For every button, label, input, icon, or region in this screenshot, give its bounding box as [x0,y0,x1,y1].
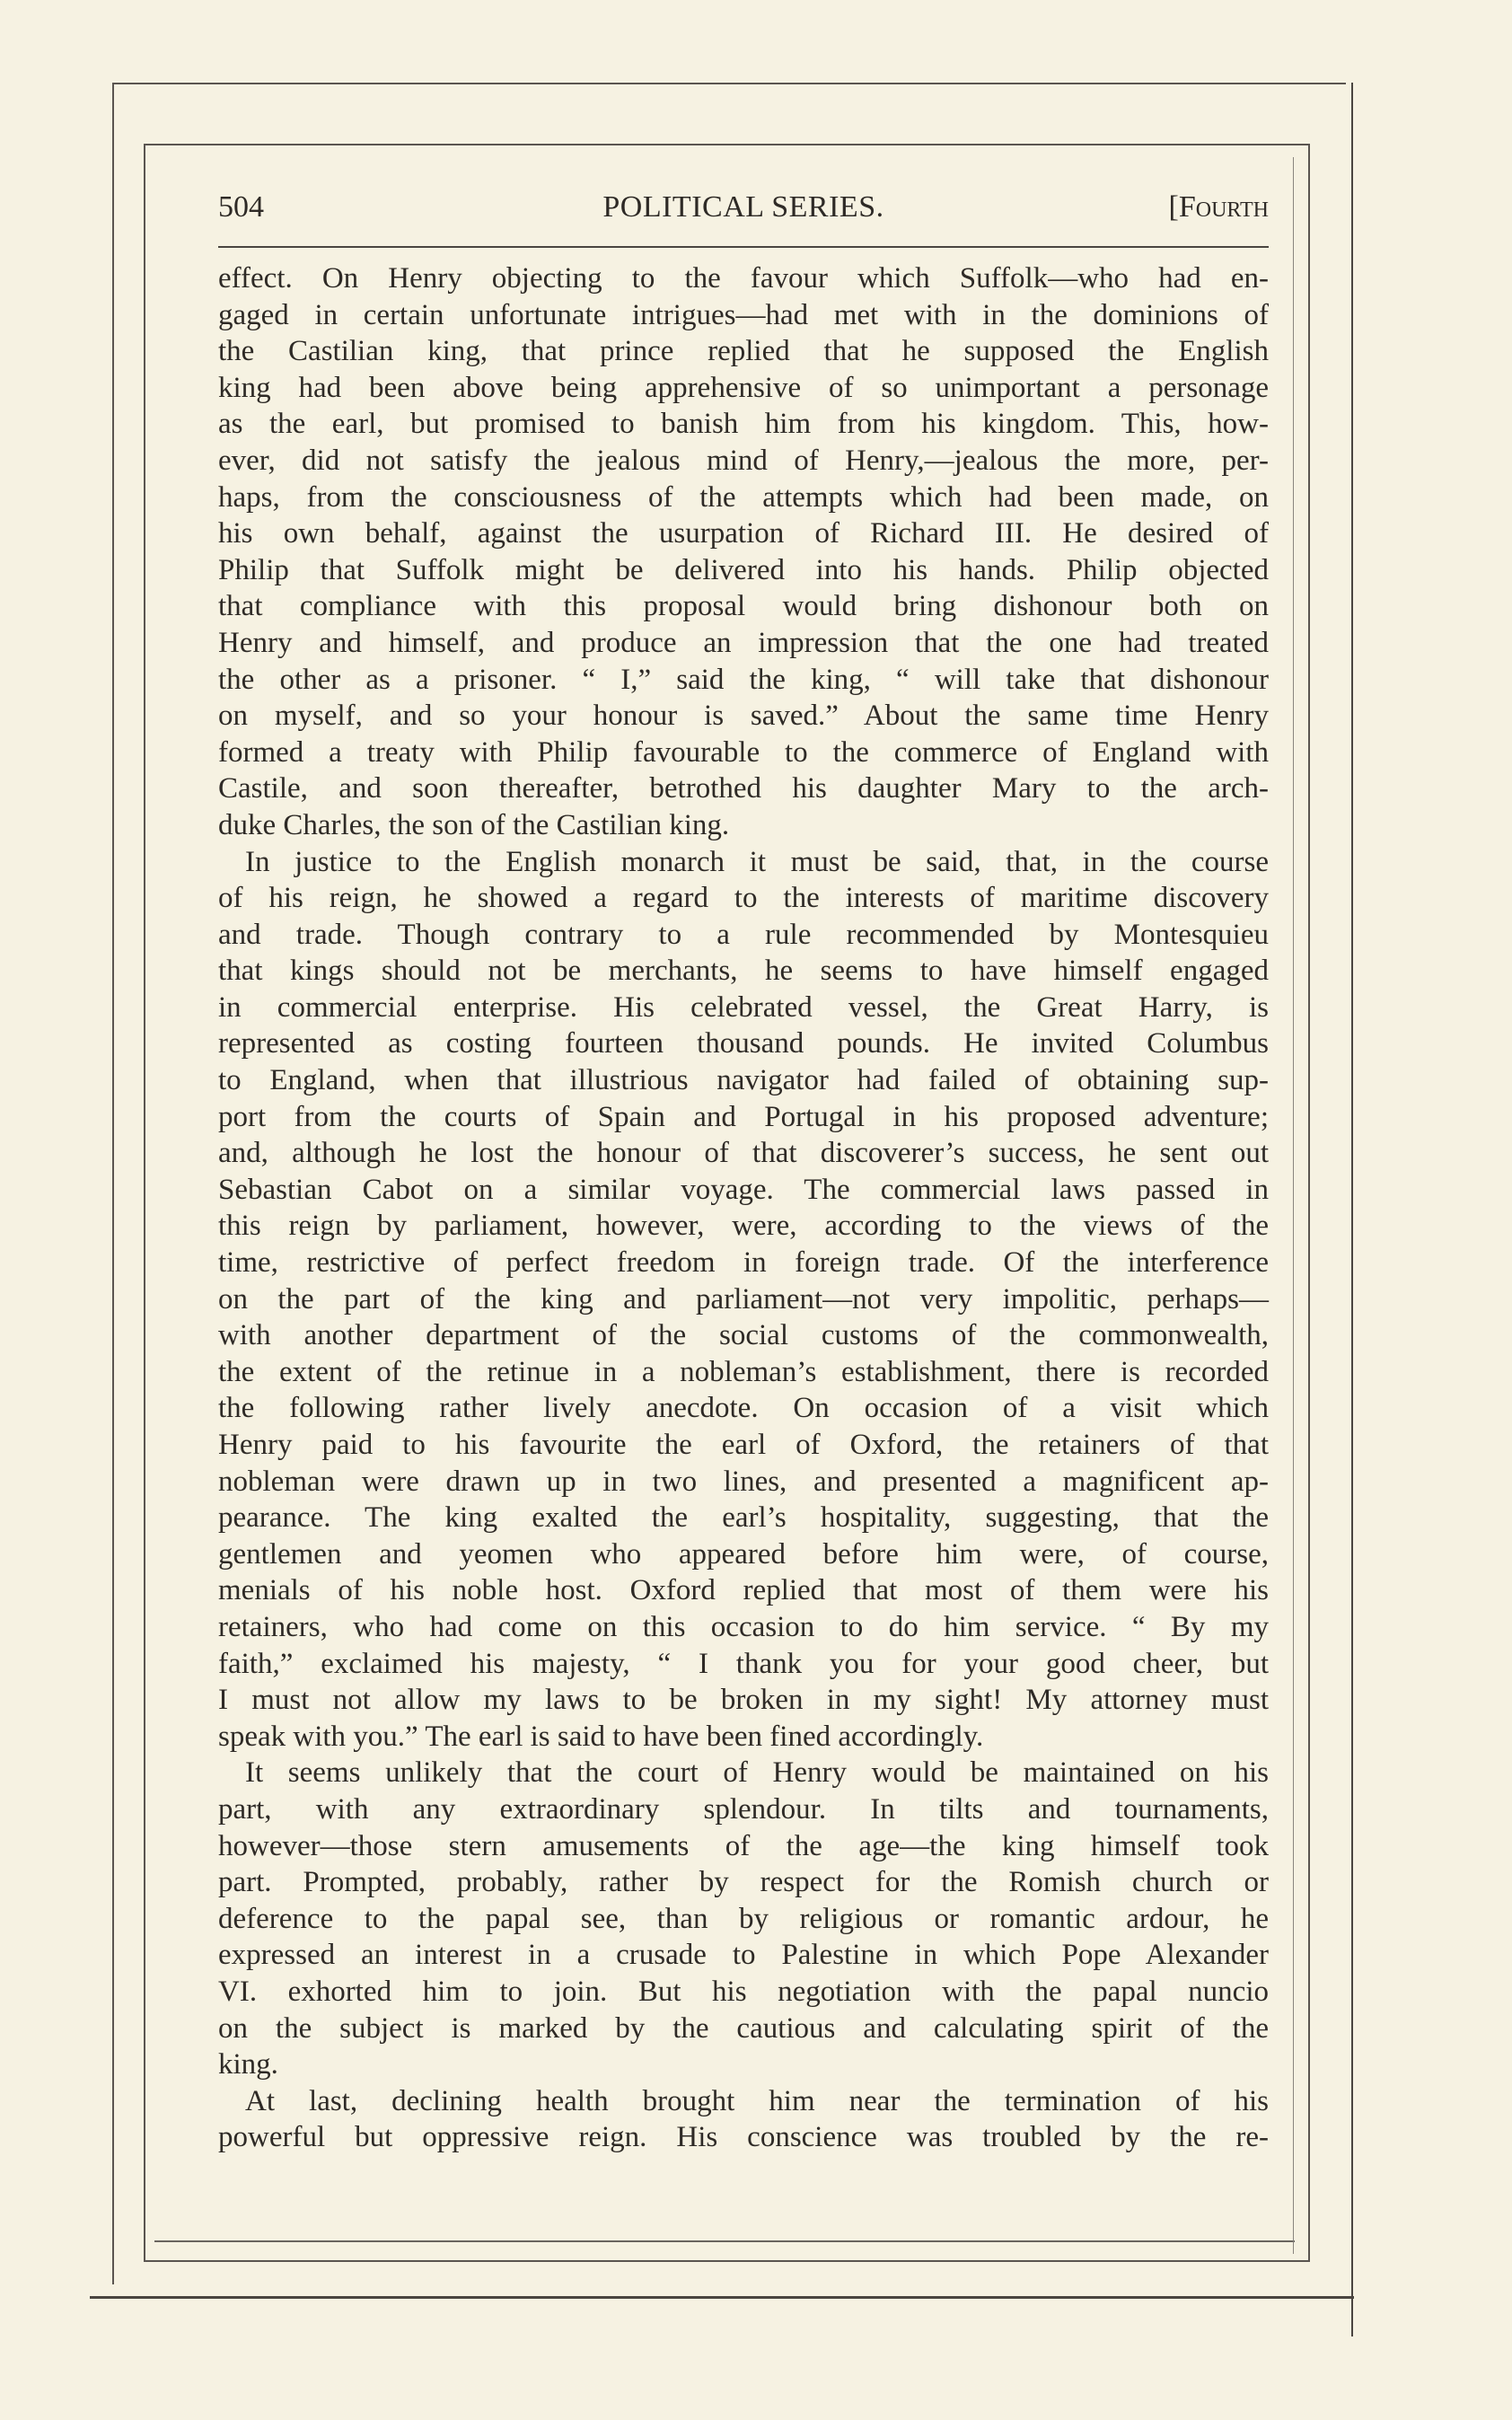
text-line: on the subject is marked by the cautious and calculating spirit of the [218,2011,1269,2045]
page-border-outer-right [1351,83,1353,2336]
text-line: deference to the papal see, than by religious or romantic ardour, he [218,1902,1269,1935]
text-line: duke Charles, the son of the Castilian king. [218,808,730,841]
text-line: haps, from the consciousness of the attempts which had been made, on [218,480,1269,514]
header-rule [218,246,1269,248]
page-border-inner-right [1293,157,1294,2254]
text-line: to England, when that illustrious navigator had failed of obtaining sup- [218,1064,1269,1097]
text-line: faith,” exclaimed his majesty, “ I thank you for your good cheer, but [218,1647,1269,1680]
text-line: on myself, and so your honour is saved.” About the same time Henry [218,700,1269,733]
text-line: pearance. The king exalted the earl’s hospitality, suggesting, that the [218,1501,1269,1535]
page-border-inner-bottom [154,2240,1295,2242]
page-header [218,190,1269,230]
text-line: Henry paid to his favourite the earl of Oxford, the retainers of that [218,1429,1269,1461]
running-head-right: [Fourth [1168,190,1269,224]
text-line: on the part of the king and parliament—not very impolitic, perhaps— [218,1282,1269,1316]
text-line: king. [218,2048,278,2081]
text-line: retainers, who had come on this occasion to do him service. “ By my [218,1610,1269,1643]
text-line: gentlemen and yeomen who appeared before him were, of course, [218,1537,1269,1571]
text-line: the other as a prisoner. “ I,” said the king, “ will take that dishonour [218,663,1269,696]
text-line: with another department of the social customs of the commonwealth, [218,1319,1269,1352]
text-line: the Castilian king, that prince replied that he supposed the English [218,335,1269,368]
text-line: powerful but oppressive reign. His conscience was troubled by the re- [218,2121,1269,2154]
text-line: and, although he lost the honour of that discoverer’s success, he sent out [218,1137,1269,1170]
text-line: ever, did not satisfy the jealous mind of Henry,—jealous the more, per- [218,444,1269,477]
text-line: Henry and himself, and produce an impression that the one had treated [218,626,1269,659]
text-line: Philip that Suffolk might be delivered into his hands. Philip objected [218,553,1269,586]
text-line: the following rather lively anecdote. On occasion of a visit which [218,1392,1269,1425]
text-line: expressed an interest in a crusade to Palestine in which Pope Alexander [218,1939,1269,1972]
text-line: effect. On Henry objecting to the favour which Suffolk—who had en- [218,262,1269,295]
text-line: speak with you.” The earl is said to have been fined accordingly. [218,1720,984,1753]
text-line: part. Prompted, probably, rather by respect for the Romish church or [218,1866,1269,1899]
text-line: that kings should not be merchants, he seems to have himself engaged [218,955,1269,988]
text-line: menials of his noble host. Oxford replied that most of them were his [218,1574,1269,1607]
text-line: in commercial enterprise. His celebrated vessel, the Great Harry, is [218,990,1269,1024]
text-line: It seems unlikely that the court of Henry would be maintained on his [245,1756,1269,1790]
text-line: as the earl, but promised to banish him from his kingdom. This, how- [218,408,1269,441]
text-line: gaged in certain unfortunate intrigues—had met with in the dominions of [218,298,1269,331]
text-line: the extent of the retinue in a nobleman’s establishment, there is recorded [218,1355,1269,1388]
page-number: 504 [218,190,264,224]
text-line: port from the courts of Spain and Portugal in his proposed adventure; [218,1100,1269,1133]
text-line: VI. exhorted him to join. But his negotiation with the papal nuncio [218,1975,1269,2008]
text-line: Castile, and soon thereafter, betrothed his daughter Mary to the arch- [218,772,1269,805]
text-line: however—those stern amusements of the age—the king himself took [218,1829,1269,1862]
text-line: that compliance with this proposal would bring dishonour both on [218,590,1269,623]
text-line: I must not allow my laws to be broken in my sight! My attorney must [218,1684,1269,1717]
text-line: this reign by parliament, however, were, according to the views of the [218,1210,1269,1243]
text-line: represented as costing fourteen thousand pounds. He invited Columbus [218,1027,1269,1060]
text-line: part, with any extraordinary splendour. In tilts and tournaments, [218,1792,1269,1826]
text-line: formed a treaty with Philip favourable to the commerce of England with [218,735,1269,769]
body-text [218,260,1269,2156]
text-line: king had been above being apprehensive of so unimportant a personage [218,371,1269,404]
text-line: In justice to the English monarch it must be said, that, in the course [245,845,1269,878]
text-line: nobleman were drawn up in two lines, and presented a magnificent ap- [218,1465,1269,1498]
text-line: At last, declining health brought him near the termination of his [245,2084,1269,2117]
page-border-outer-bottom [90,2296,1354,2299]
text-line: of his reign, he showed a regard to the interests of maritime discovery [218,882,1269,915]
text-line: his own behalf, against the usurpation of Richard III. He desired of [218,517,1269,550]
text-line: Sebastian Cabot on a similar voyage. The commercial laws passed in [218,1173,1269,1206]
text-line: time, restrictive of perfect freedom in foreign trade. Of the interference [218,1246,1269,1280]
running-title: POLITICAL SERIES. [602,190,884,224]
text-line: and trade. Though contrary to a rule recommended by Montesquieu [218,918,1269,951]
